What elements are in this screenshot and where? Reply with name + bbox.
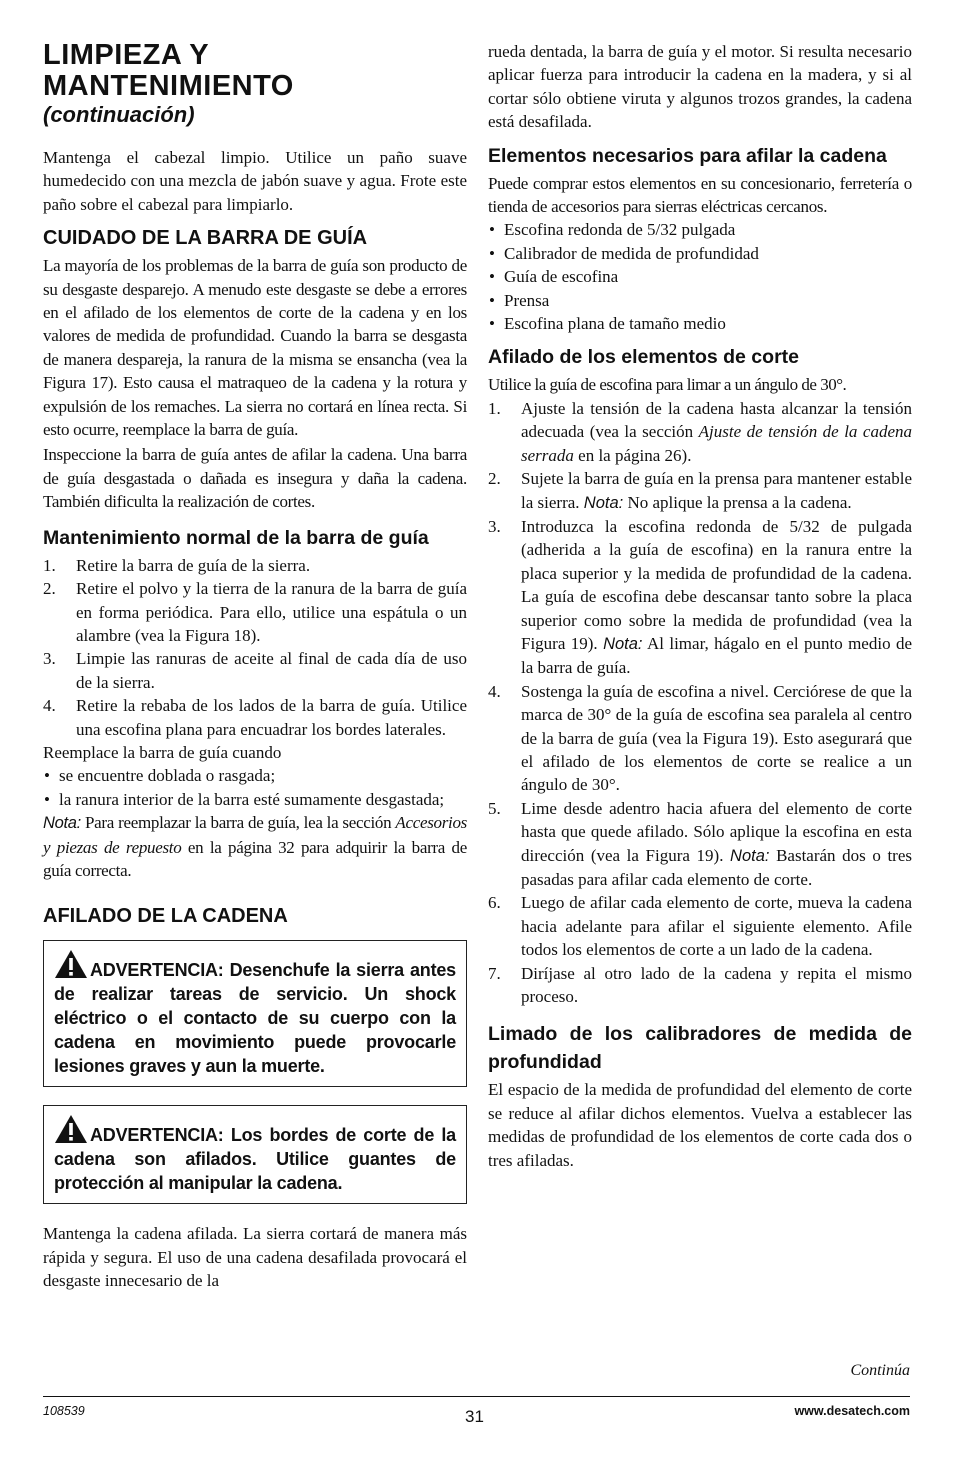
elements-heading: Elementos necesarios para afilar la cadena (488, 144, 887, 167)
depth-heading: Limado de los calibradores de medida de profundidad (488, 1023, 912, 1074)
cutting-steps (488, 397, 912, 1009)
list-item: 1. Retire la barra de guía de la sierra. (43, 555, 311, 575)
list-item: 2. Sujete la barra de guía en la prensa para mantener estable la sierra. Nota: No aplique la prensa a la cadena. (488, 469, 912, 512)
list-item: • Escofina redonda de 5/32 pulgada (488, 218, 912, 241)
list-item: • la ranura interior de la barra esté sumamente desgastada; (43, 788, 467, 811)
warning-triangle-icon (54, 1114, 88, 1144)
list-item: 2. Retire el polvo y la tierra de la ranura de la barra de guía en forma periódica. Para ello, utilice una espátula o un alambre (vea la Figura 18). (43, 579, 467, 645)
depth-paragraph: El espacio de la medida de profundidad del elemento de corte se reduce al afilar dichos elementos. Vuelva a establecer las medidas de profundidad de los elementos de corte cada dos o tres afiladas. (488, 1080, 912, 1170)
cutting-intro: Utilice la guía de escofina para limar a un ángulo de 30°. (488, 375, 847, 395)
continued-paragraph: rueda dentada, la barra de guía y el motor. Si resulta necesario aplicar fuerza para introducir la cadena en la madera, y si al cortar sólo obtiene viruta y algunos trozos grandes, la cadena está desafilada. (488, 42, 912, 132)
list-item: 4. Sostenga la guía de escofina a nivel. Cerciórese de que la marca de 30° de la guía de escofina sea paralela al centro de la barra de guía (vea la Figura 19). Esto asegurará que el afilado de los elementos de corte se realice a un ángulo de 30°. (488, 681, 912, 795)
list-item: • Escofina plana de tamaño medio (488, 312, 912, 335)
page-title: LIMPIEZA Y MANTENIMIENTO (43, 39, 294, 102)
footer-divider (43, 1396, 910, 1397)
list-item: • se encuentre doblada o rasgada; (43, 764, 467, 787)
right-column (488, 40, 912, 1172)
maintenance-heading: Mantenimiento normal de la barra de guía (43, 526, 429, 549)
replace-note: Nota: Para reemplazar la barra de guía, lea la sección Accesorios y piezas de repuesto en la página 32 para adquirir la barra de guía correcta. (43, 813, 467, 880)
warning-triangle-icon (54, 949, 88, 979)
website-url: www.desatech.com (794, 1404, 910, 1418)
list-item: 4. Retire la rebaba de los lados de la barra de guía. Utilice una escofina plana para encuadrar los bordes laterales. (43, 696, 467, 739)
guide-bar-paragraph-2: Inspeccione la barra de guía antes de afilar la cadena. Una barra de guía desgastada o dañada es insegura y daña la cadena. También dificulta la realización de cortes. (43, 445, 467, 512)
warning-box-unplug: ADVERTENCIA: Desenchufe la sierra antes de realizar tareas de servicio. Un shock eléctrico o el contacto de su cuerpo con la cadena en movimiento puede provocarle lesiones graves y aun la muerte. (43, 940, 467, 1087)
list-item: • Prensa (488, 289, 912, 312)
cutting-heading: Afilado de los elementos de corte (488, 346, 799, 369)
document-number: 108539 (43, 1404, 85, 1418)
continues-label: Continúa (850, 1362, 910, 1379)
list-item: 5. Lime desde adentro hacia afuera del elemento de corte hasta que quede afilado. Sólo aplique la escofina en esta dirección (vea la Figura 19). Nota: Bastarán dos o tres pasadas para afilar cada elemento de corte. (488, 798, 913, 889)
intro-paragraph: Mantenga el cabezal limpio. Utilice un paño suave humedecido con una mezcla de jabón suave y agua. Frote este paño sobre el cabezal para limpiarlo. (43, 148, 467, 214)
list-item: 3. Introduzca la escofina redonda de 5/32 de pulgada (adherida a la guía de escofina) en la ranura entre la placa superior y la medida de profundidad de la cadena. La guía de escofina debe descansar tanto sobre la placa superior como sobre la medida de profundidad (vea la Figura 19). Nota: Al limar, hágalo en el punto medio de la barra de guía. (488, 516, 912, 678)
page-subtitle: (continuación) (43, 102, 195, 127)
elements-list (488, 218, 912, 335)
list-item: 1. Ajuste la tensión de la cadena hasta alcanzar la tensión adecuada (vea la sección Ajuste de tensión de la cadena serrada en la página 26). (488, 398, 912, 465)
maintenance-steps (43, 554, 467, 741)
list-item: 7. Diríjase al otro lado de la cadena y repita el mismo proceso. (488, 963, 912, 1007)
list-item: 3. Limpie las ranuras de aceite al final de cada día de uso de la sierra. (43, 649, 467, 692)
guide-bar-heading: CUIDADO DE LA BARRA DE GUÍA (43, 227, 368, 250)
list-item: • Calibrador de medida de profundidad (488, 242, 912, 265)
replace-conditions (43, 764, 467, 811)
left-column (43, 38, 467, 1293)
sharpening-paragraph: Mantenga la cadena afilada. La sierra cortará de manera más rápida y segura. El uso de una cadena desafilada provocará el desgaste innecesario de la (43, 1224, 467, 1291)
replace-intro: Reemplace la barra de guía cuando (43, 742, 282, 762)
sharpening-heading: AFILADO DE LA CADENA (43, 905, 288, 928)
list-item: • Guía de escofina (488, 265, 912, 288)
page-number: 31 (465, 1407, 484, 1426)
list-item: 6. Luego de afilar cada elemento de corte, mueva la cadena hacia adelante para afilar el siguiente elemento. Afile todos los elementos de corte a un lado de la cadena. (488, 893, 912, 960)
guide-bar-paragraph-1: La mayoría de los problemas de la barra de guía son producto de su desgaste desparejo. A menudo este desgaste se debe a errores en el afilado de los elementos de corte de la cadena y en los valores de medida de profundidad. Cuando la barra se desgasta de manera despareja, la ranura de la misma se ensancha (vea la Figura 17). Esto causa el matraqueo de la cadena y la rotura y expulsión de los remaches. La sierra no cortará en línea recta. Si esto ocurre, reemplace la barra de guía. (43, 256, 467, 440)
warning-box-sharp-edges: ADVERTENCIA: Los bordes de corte de la cadena son afilados. Utilice guantes de protección al manipular la cadena. (43, 1105, 467, 1204)
elements-intro: Puede comprar estos elementos en su concesionario, ferretería o tienda de accesorios para sierras eléctricas cercanos. (488, 173, 912, 217)
